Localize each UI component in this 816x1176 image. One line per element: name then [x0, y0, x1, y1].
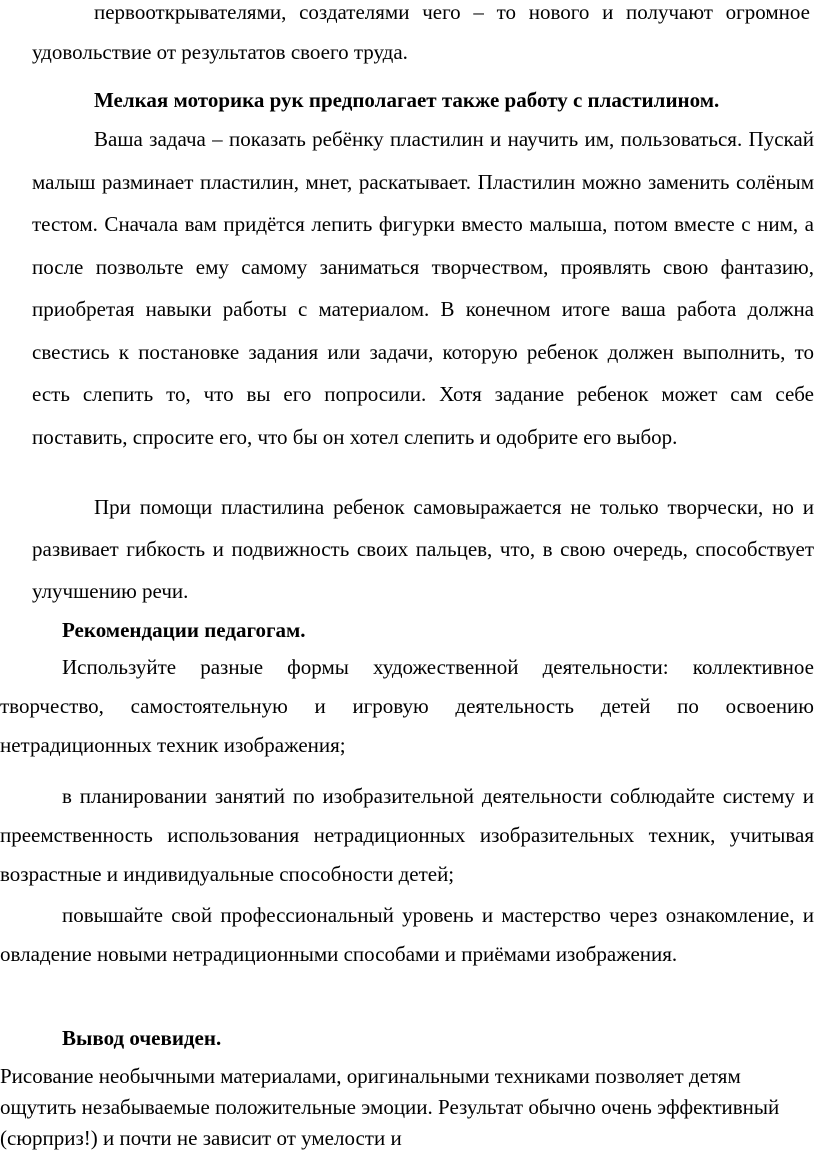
continuation-paragraph: первооткрывателями, создателями чего – то нового и получают огромное удовольствие от результатов своего труда. [32, 0, 810, 64]
conclusion-paragraph: Рисование необычными материалами, оригинальными техниками позволяет детям ощутить незабываемые положительные эмоции. Результат обычно очень эффективный (сюрприз!) и почти не зависит от умелости и [0, 1064, 780, 1150]
plasticine-task-paragraph: Ваша задача – показать ребёнку пластилин и научить им, пользоваться. Пускай малыш разминает пластилин, мнет, раскатывает. Пластилин можно заменить солёным тестом. Сначала вам придётся лепить фигурки вместо малыша, потом вместе с ним, а после позвольте ему самому заниматься творчеством, проявлять свою фантазию, приобретая навыки работы с материалом. В конечном итоге ваша работа должна свестись к постановке задания или задачи, которую ребенок должен выполнить, то есть слепить то, что вы его попросили. Хотя задание ребенок может сам себе поставить, спросите его, что бы он хотел слепить и одобрите его выбор. [32, 127, 814, 449]
conclusion-heading: Вывод очевиден. [62, 1026, 222, 1050]
plasticine-benefit-paragraph: При помощи пластилина ребенок самовыражается не только творчески, но и развивает гибкость и подвижность своих пальцев, что, в свою очередь, способствует улучшению речи. [32, 495, 814, 603]
recommendation-item-2: в планировании занятий по изобразительной деятельности соблюдайте систему и преемственность использования нетрадиционных изобразительных техник, учитывая возрастные и индивидуальные способности детей; [0, 784, 814, 886]
recommendations-heading: Рекомендации педагогам. [62, 618, 306, 642]
motor-skills-heading: Мелкая моторика рук предполагает также работу с пластилином. [94, 88, 720, 112]
recommendation-item-1: Используйте разные формы художественной деятельности: коллективное творчество, самостоятельную и игровую деятельность детей по освоению нетрадиционных техник изображения; [0, 655, 814, 757]
recommendation-item-3: повышайте свой профессиональный уровень и мастерство через ознакомление, и овладение новыми нетрадиционными способами и приёмами изображения. [0, 903, 814, 966]
